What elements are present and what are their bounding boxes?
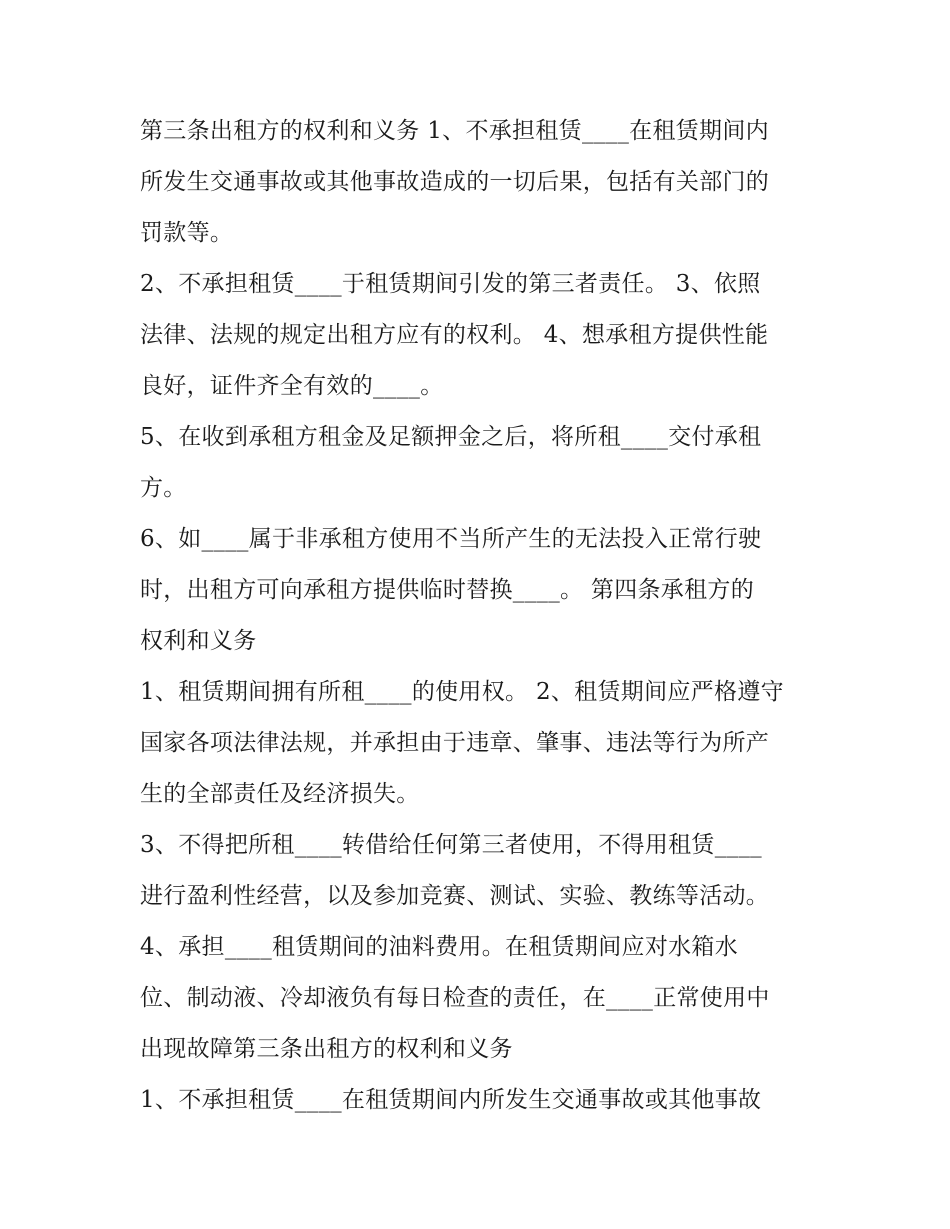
text-line: 4、承担____租赁期间的油料费用。在租赁期间应对水箱水 xyxy=(140,934,739,960)
text-line: 2、不承担租赁____于租赁期间引发的第三者责任。 3、依照 xyxy=(140,271,761,297)
text-line: 6、如____属于非承租方使用不当所产生的无法投入正常行驶 xyxy=(140,526,762,552)
text-line: 3、不得把所租____转借给任何第三者使用，不得用租赁____ xyxy=(140,832,762,858)
text-line: 生的全部责任及经济损失。 xyxy=(140,781,420,807)
text-line: 第三条出租方的权利和义务 1、不承担租赁____在租赁期间内 xyxy=(140,118,769,144)
text-line: 国家各项法律法规，并承担由于违章、肇事、违法等行为所产 xyxy=(140,730,770,756)
text-line: 进行盈利性经营，以及参加竞赛、测试、实验、教练等活动。 xyxy=(140,883,770,909)
text-line: 1、租赁期间拥有所租____的使用权。 2、租赁期间应严格遵守 xyxy=(140,679,784,705)
text-line: 时，出租方可向承租方提供临时替换____。 第四条承租方的 xyxy=(140,577,755,603)
document-body xyxy=(140,106,830,1126)
text-line: 罚款等。 xyxy=(140,220,234,246)
text-line: 位、制动液、冷却液负有每日检查的责任，在____正常使用中 xyxy=(140,985,770,1011)
text-line: 出现故障第三条出租方的权利和义务 xyxy=(140,1036,513,1062)
text-line: 5、在收到承租方租金及足额押金之后，将所租____交付承租 xyxy=(140,424,762,450)
text-line: 1、不承担租赁____在租赁期间内所发生交通事故或其他事故 xyxy=(140,1087,762,1113)
text-line: 权利和义务 xyxy=(140,628,257,654)
text-line: 所发生交通事故或其他事故造成的一切后果，包括有关部门的 xyxy=(140,169,770,195)
text-line: 良好，证件齐全有效的____。 xyxy=(140,373,444,399)
text-line: 法律、法规的规定出租方应有的权利。 4、想承租方提供性能 xyxy=(140,322,769,348)
text-line: 方。 xyxy=(140,475,187,501)
